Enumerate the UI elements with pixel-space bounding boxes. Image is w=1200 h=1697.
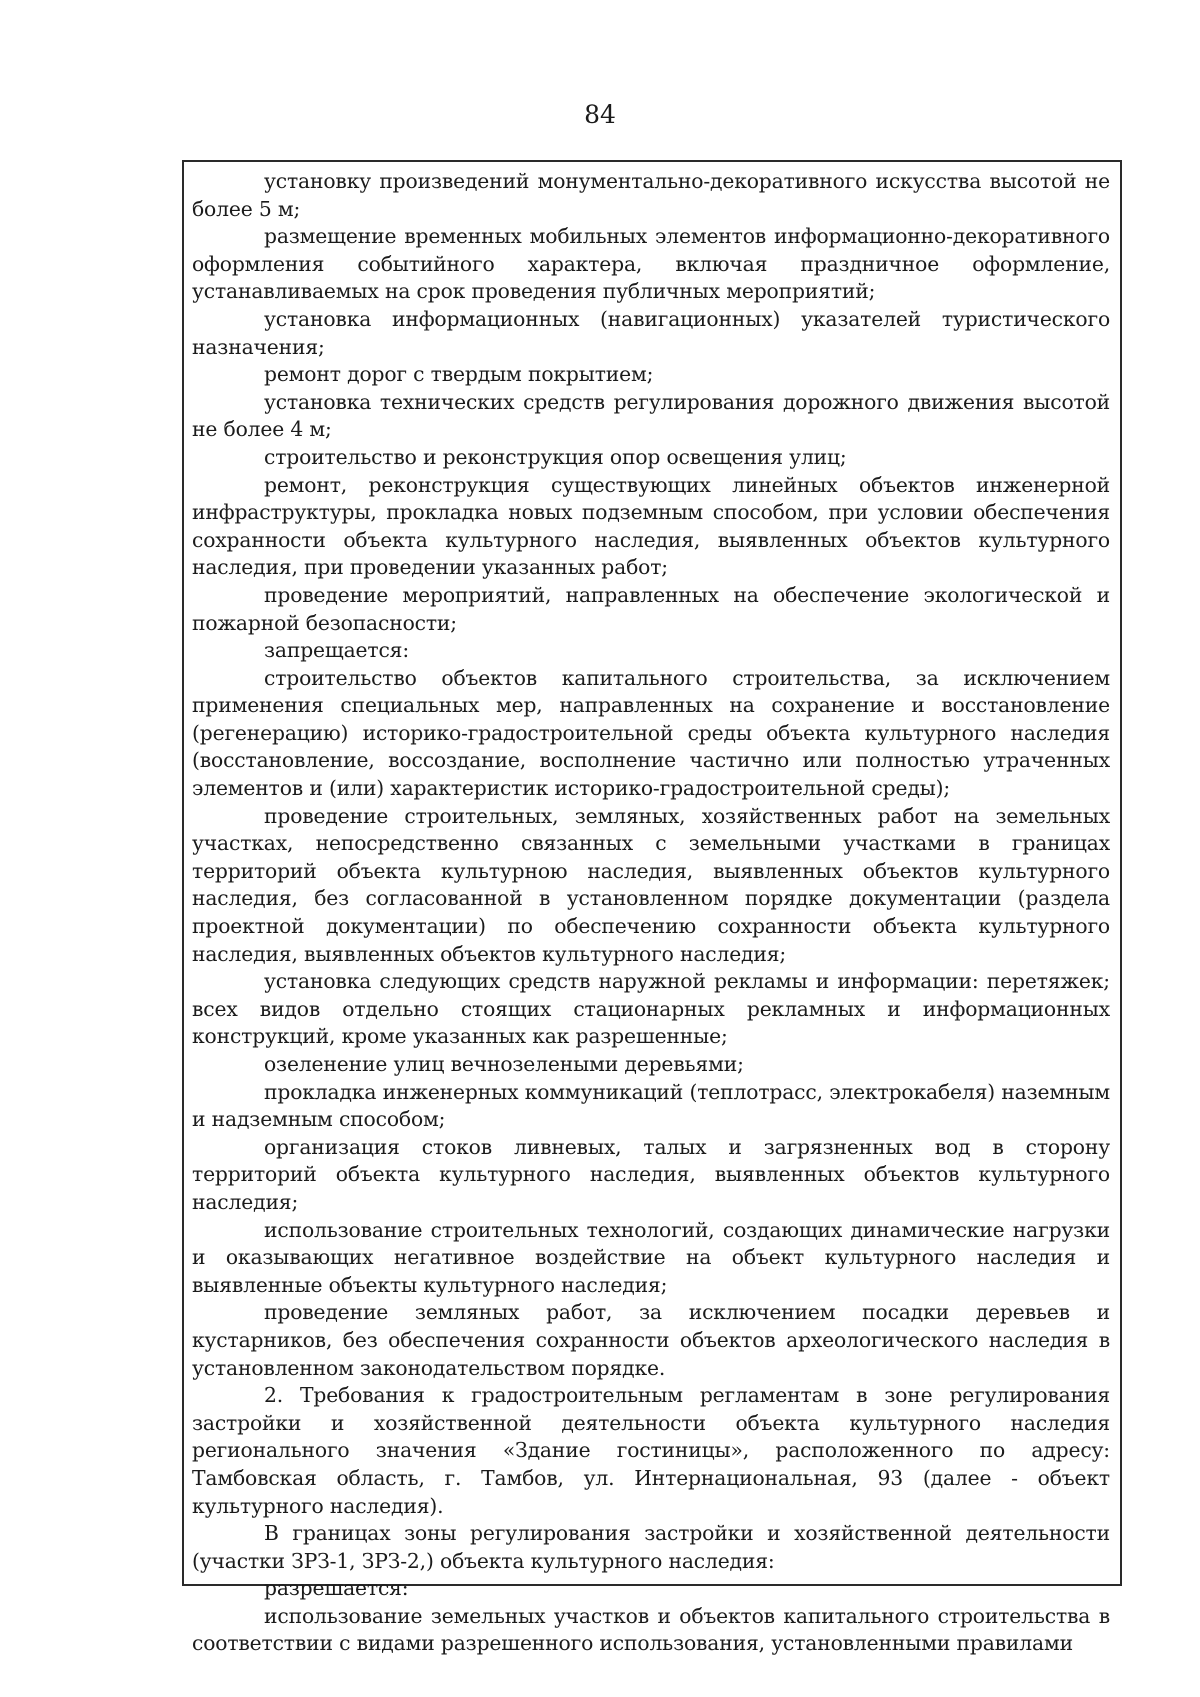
paragraph: размещение временных мобильных элементов информационно-декоративного оформления событийного характера, включая праздничное оформление, устанавливаемых на срок проведения публичных мероприятий;	[192, 224, 1110, 304]
paragraph: установка информационных (навигационных) указателей туристического назначения;	[192, 306, 1110, 359]
section-label-prohibited: запрещается:	[264, 638, 410, 663]
numbered-paragraph: 2. Требования к градостроительным регламентам в зоне регулирования застройки и хозяйственной деятельности объекта культурного наследия регионального значения «Здание гостиницы», расположенного по адресу: Тамбовская область, г. Тамбов, ул. Интернациональная, 93 (далее - объект культурного наследия).	[192, 1383, 1110, 1518]
paragraph: В границах зоны регулирования застройки и хозяйственной деятельности (участки ЗРЗ-1, ЗРЗ-2,) объекта культурного наследия:	[192, 1521, 1110, 1573]
paragraph: озеленение улиц вечнозелеными деревьями;	[264, 1052, 744, 1076]
page-number: 84	[584, 100, 616, 129]
paragraph: проведение земляных работ, за исключением посадки деревьев и кустарников, без обеспечения сохранности объектов археологического наследия в установленном законодательством порядке.	[192, 1300, 1110, 1380]
paragraph: использование строительных технологий, создающих динамические нагрузки и оказывающих негативное воздействие на объект культурного наследия и выявленные объекты культурного наследия;	[192, 1217, 1110, 1297]
paragraph: организация стоков ливневых, талых и загрязненных вод в сторону территорий объекта культурного наследия, выявленных объектов культурного наследия;	[192, 1134, 1110, 1214]
paragraph: установку произведений монументально-декоративного искусства высотой не более 5 м;	[192, 169, 1110, 221]
paragraph: проведение строительных, земляных, хозяйственных работ на земельных участках, непосредственно связанных с земельными участками в границах территорий объекта культурною наследия, выявленных объектов культурного наследия, без согласованной в установленном порядке документации (раздела проектной документации) по обеспечению сохранности объекта культурного наследия, выявленных объектов культурного наследия;	[192, 803, 1110, 966]
section-label-permitted: разрешается:	[264, 1576, 409, 1601]
paragraph: ремонт дорог с твердым покрытием;	[264, 362, 654, 387]
paragraph: использование земельных участков и объектов капитального строительства в соответствии с видами разрешенного использования, установленными правилами	[192, 1603, 1110, 1656]
paragraph: ремонт, реконструкция существующих линейных объектов инженерной инфраструктуры, прокладка новых подземным способом, при условии обеспечения сохранности объекта культурного наследия, выявленных объектов культурного наследия, при проведении указанных работ;	[192, 472, 1110, 580]
paragraph: прокладка инженерных коммуникаций (теплотрасс, электрокабеля) наземным и надземным способом;	[192, 1079, 1110, 1132]
paragraph: строительство объектов капитального строительства, за исключением применения специальных мер, направленных на сохранение и восстановление (регенерацию) историко-градостроительной среды объекта культурного наследия (восстановление, воссоздание, восполнение частично или полностью утраченных элементов и (или) характеристик историко-градостроительной среды);	[192, 665, 1110, 801]
paragraph: установка следующих средств наружной рекламы и информации: перетяжек; всех видов отдельно стоящих стационарных рекламных и информационных конструкций, кроме указанных как разрешенные;	[192, 969, 1110, 1049]
paragraph: строительство и реконструкция опор освещения улиц;	[264, 444, 847, 469]
paragraph: проведение мероприятий, направленных на обеспечение экологической и пожарной безопасности;	[192, 582, 1110, 635]
text-frame	[182, 160, 1122, 1656]
paragraph: установка технических средств регулирования дорожного движения высотой не более 4 м;	[192, 389, 1110, 442]
